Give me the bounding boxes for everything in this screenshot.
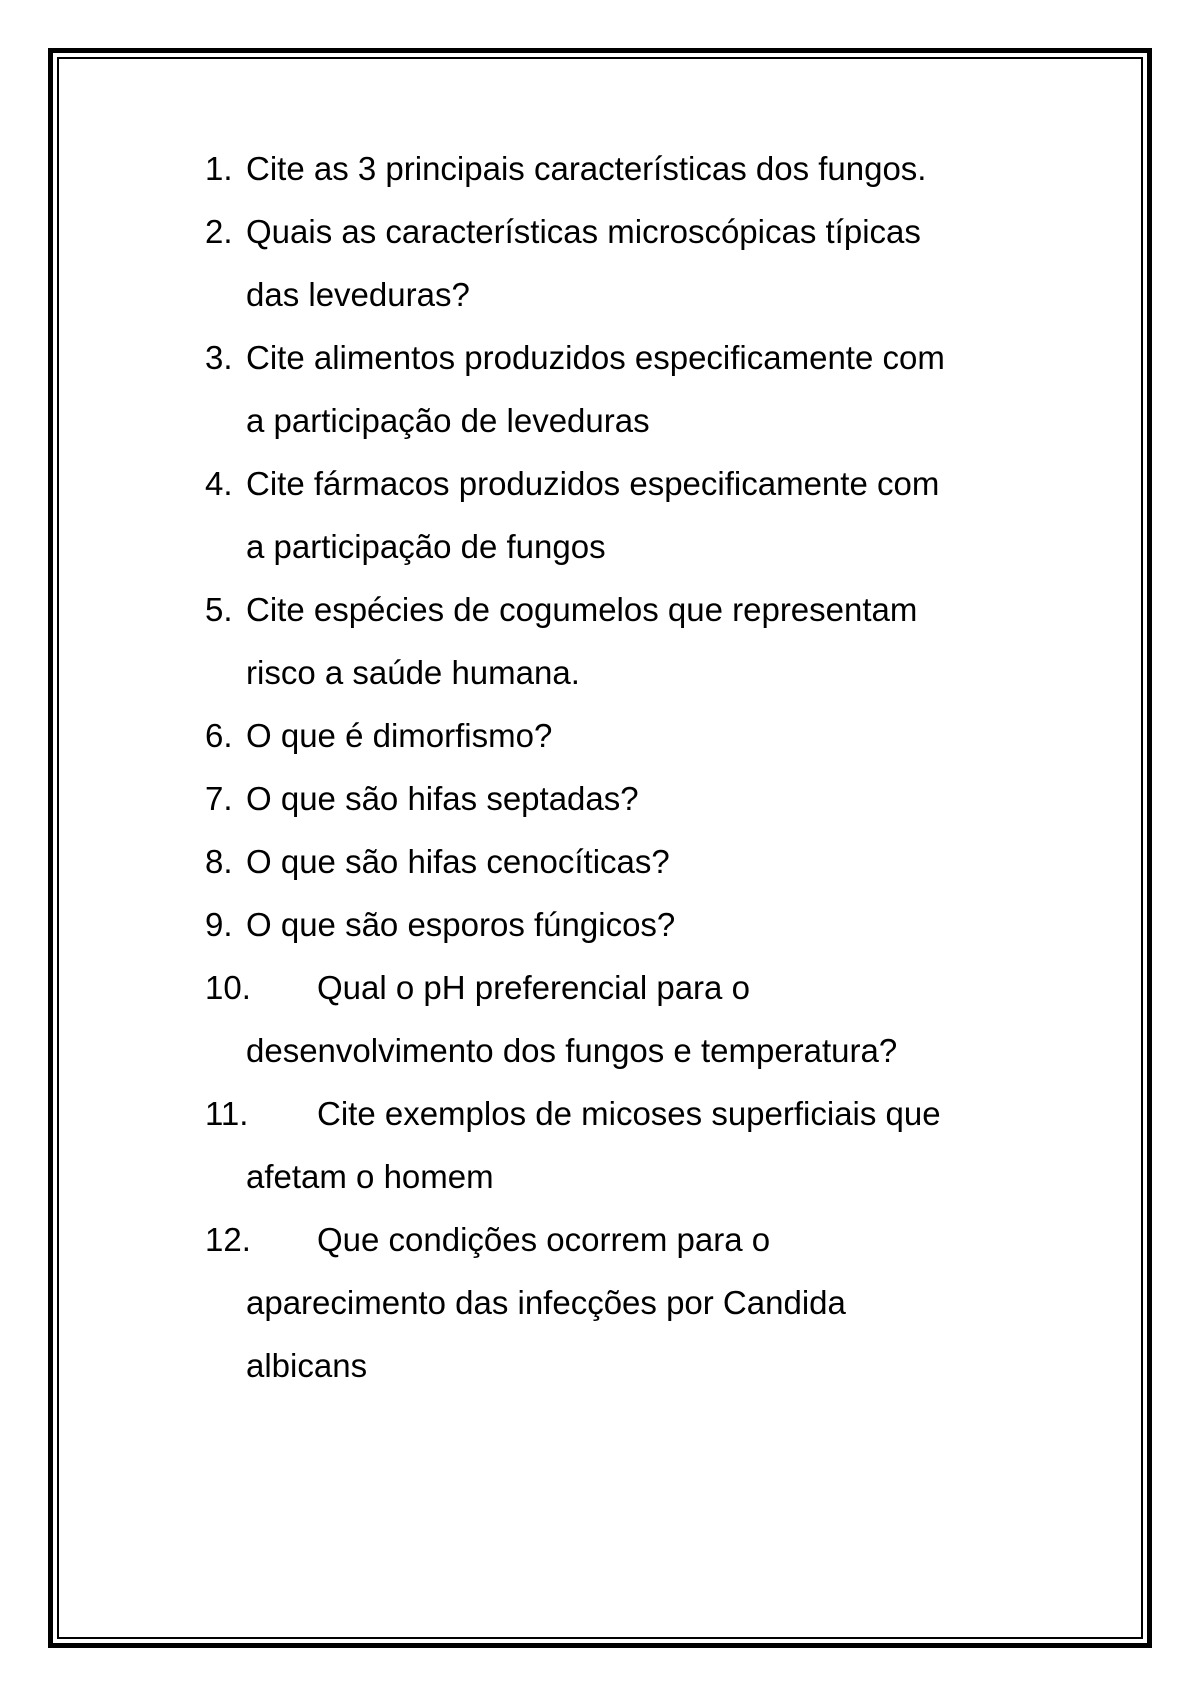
- question-number: 2.: [205, 213, 233, 250]
- question-text-continuation: a participação de fungos: [246, 528, 606, 565]
- question-number: 1.: [205, 150, 233, 187]
- question-text-continuation: a participação de leveduras: [246, 402, 650, 439]
- question-1: [205, 137, 1045, 200]
- question-11: [205, 1082, 1045, 1208]
- question-number: 12.: [205, 1221, 251, 1258]
- question-6: [205, 704, 1045, 767]
- question-text: O que são hifas septadas?: [246, 780, 639, 817]
- question-text: Que condições ocorrem para o: [317, 1221, 771, 1258]
- question-text: Qual o pH preferencial para o: [317, 969, 750, 1006]
- question-3: [205, 326, 1045, 452]
- question-text-continuation: desenvolvimento dos fungos e temperatura?: [246, 1032, 898, 1069]
- question-4: [205, 452, 1045, 578]
- question-number: 10.: [205, 969, 251, 1006]
- question-number: 11.: [205, 1095, 249, 1132]
- question-text-continuation: aparecimento das infecções por Candida: [246, 1284, 846, 1321]
- question-text: Cite fármacos produzidos especificamente com: [246, 465, 940, 502]
- question-2: [205, 200, 1045, 326]
- question-text-continuation: das leveduras?: [246, 276, 470, 313]
- question-number: 4.: [205, 465, 233, 502]
- question-text: Cite espécies de cogumelos que representam: [246, 591, 918, 628]
- question-number: 7.: [205, 780, 233, 817]
- question-9: [205, 893, 1045, 956]
- question-text: Cite alimentos produzidos especificamente com: [246, 339, 945, 376]
- question-text: O que são hifas cenocíticas?: [246, 843, 670, 880]
- question-number: 8.: [205, 843, 233, 880]
- question-text: Cite as 3 principais características dos fungos.: [246, 150, 927, 187]
- question-number: 9.: [205, 906, 233, 943]
- question-12: [205, 1208, 1045, 1397]
- question-text: O que é dimorfismo?: [246, 717, 553, 754]
- question-text: O que são esporos fúngicos?: [246, 906, 676, 943]
- question-text-continuation: afetam o homem: [246, 1158, 494, 1195]
- question-text-continuation: albicans: [246, 1347, 368, 1384]
- question-8: [205, 830, 1045, 893]
- question-5: [205, 578, 1045, 704]
- question-number: 3.: [205, 339, 233, 376]
- question-text: Quais as características microscópicas típicas: [246, 213, 921, 250]
- question-10: [205, 956, 1045, 1082]
- question-number: 6.: [205, 717, 233, 754]
- question-7: [205, 767, 1045, 830]
- question-list: [205, 137, 1045, 1397]
- question-text: Cite exemplos de micoses superficiais que: [317, 1095, 941, 1132]
- question-number: 5.: [205, 591, 233, 628]
- question-text-continuation: risco a saúde humana.: [246, 654, 580, 691]
